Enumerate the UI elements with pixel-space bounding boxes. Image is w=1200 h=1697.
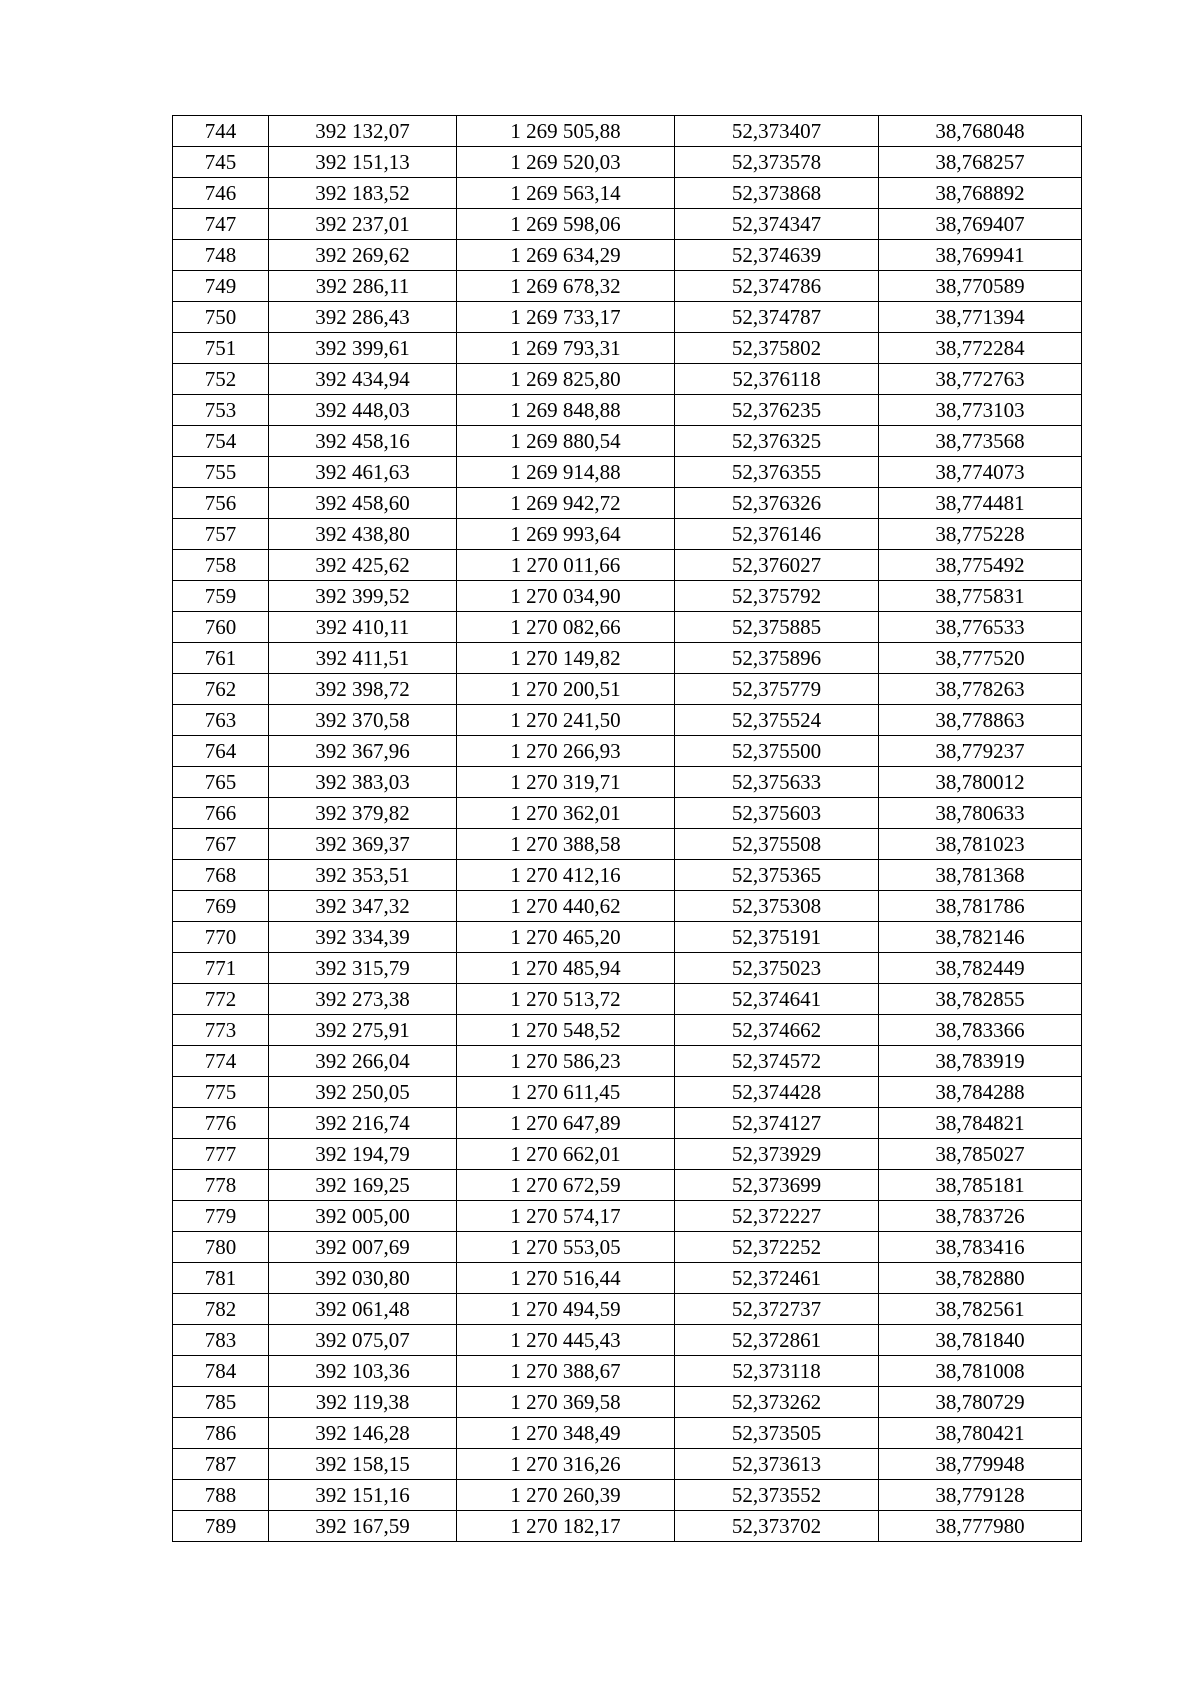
- point-number-cell: 785: [173, 1387, 269, 1418]
- table-row: [173, 798, 1082, 829]
- latitude-cell: 52,376027: [675, 550, 879, 581]
- longitude-cell: 38,778863: [879, 705, 1082, 736]
- coordinates-table: [172, 115, 1082, 1542]
- x-coordinate-cell: 392 399,61: [269, 333, 457, 364]
- point-number-cell: 763: [173, 705, 269, 736]
- y-coordinate-cell: 1 270 611,45: [457, 1077, 675, 1108]
- y-coordinate-cell: 1 269 598,06: [457, 209, 675, 240]
- longitude-cell: 38,768257: [879, 147, 1082, 178]
- point-number-cell: 789: [173, 1511, 269, 1542]
- table-row: [173, 891, 1082, 922]
- table-row: [173, 767, 1082, 798]
- latitude-cell: 52,375524: [675, 705, 879, 736]
- latitude-cell: 52,375308: [675, 891, 879, 922]
- y-coordinate-cell: 1 269 993,64: [457, 519, 675, 550]
- table-row: [173, 1046, 1082, 1077]
- x-coordinate-cell: 392 286,11: [269, 271, 457, 302]
- point-number-cell: 778: [173, 1170, 269, 1201]
- longitude-cell: 38,781840: [879, 1325, 1082, 1356]
- table-row: [173, 1418, 1082, 1449]
- point-number-cell: 775: [173, 1077, 269, 1108]
- y-coordinate-cell: 1 270 149,82: [457, 643, 675, 674]
- latitude-cell: 52,373699: [675, 1170, 879, 1201]
- y-coordinate-cell: 1 270 516,44: [457, 1263, 675, 1294]
- longitude-cell: 38,785027: [879, 1139, 1082, 1170]
- point-number-cell: 777: [173, 1139, 269, 1170]
- longitude-cell: 38,781368: [879, 860, 1082, 891]
- longitude-cell: 38,772284: [879, 333, 1082, 364]
- latitude-cell: 52,374127: [675, 1108, 879, 1139]
- x-coordinate-cell: 392 237,01: [269, 209, 457, 240]
- y-coordinate-cell: 1 270 388,67: [457, 1356, 675, 1387]
- y-coordinate-cell: 1 269 848,88: [457, 395, 675, 426]
- table-row: [173, 643, 1082, 674]
- longitude-cell: 38,783919: [879, 1046, 1082, 1077]
- table-row: [173, 705, 1082, 736]
- longitude-cell: 38,780421: [879, 1418, 1082, 1449]
- x-coordinate-cell: 392 411,51: [269, 643, 457, 674]
- latitude-cell: 52,375023: [675, 953, 879, 984]
- y-coordinate-cell: 1 269 520,03: [457, 147, 675, 178]
- latitude-cell: 52,375508: [675, 829, 879, 860]
- latitude-cell: 52,373118: [675, 1356, 879, 1387]
- x-coordinate-cell: 392 334,39: [269, 922, 457, 953]
- y-coordinate-cell: 1 270 513,72: [457, 984, 675, 1015]
- table-row: [173, 1170, 1082, 1201]
- y-coordinate-cell: 1 270 412,16: [457, 860, 675, 891]
- point-number-cell: 784: [173, 1356, 269, 1387]
- longitude-cell: 38,783726: [879, 1201, 1082, 1232]
- table-row: [173, 240, 1082, 271]
- latitude-cell: 52,373552: [675, 1480, 879, 1511]
- longitude-cell: 38,780012: [879, 767, 1082, 798]
- y-coordinate-cell: 1 270 672,59: [457, 1170, 675, 1201]
- x-coordinate-cell: 392 383,03: [269, 767, 457, 798]
- point-number-cell: 773: [173, 1015, 269, 1046]
- x-coordinate-cell: 392 005,00: [269, 1201, 457, 1232]
- point-number-cell: 753: [173, 395, 269, 426]
- table-row: [173, 178, 1082, 209]
- point-number-cell: 774: [173, 1046, 269, 1077]
- x-coordinate-cell: 392 434,94: [269, 364, 457, 395]
- table-row: [173, 984, 1082, 1015]
- point-number-cell: 766: [173, 798, 269, 829]
- table-row: [173, 271, 1082, 302]
- latitude-cell: 52,376325: [675, 426, 879, 457]
- latitude-cell: 52,374641: [675, 984, 879, 1015]
- point-number-cell: 745: [173, 147, 269, 178]
- y-coordinate-cell: 1 270 266,93: [457, 736, 675, 767]
- latitude-cell: 52,375191: [675, 922, 879, 953]
- x-coordinate-cell: 392 398,72: [269, 674, 457, 705]
- longitude-cell: 38,770589: [879, 271, 1082, 302]
- longitude-cell: 38,768048: [879, 116, 1082, 147]
- latitude-cell: 52,374787: [675, 302, 879, 333]
- point-number-cell: 767: [173, 829, 269, 860]
- longitude-cell: 38,771394: [879, 302, 1082, 333]
- longitude-cell: 38,772763: [879, 364, 1082, 395]
- latitude-cell: 52,374428: [675, 1077, 879, 1108]
- longitude-cell: 38,775228: [879, 519, 1082, 550]
- table-row: [173, 860, 1082, 891]
- x-coordinate-cell: 392 167,59: [269, 1511, 457, 1542]
- longitude-cell: 38,779237: [879, 736, 1082, 767]
- y-coordinate-cell: 1 270 260,39: [457, 1480, 675, 1511]
- latitude-cell: 52,372737: [675, 1294, 879, 1325]
- table-row: [173, 581, 1082, 612]
- longitude-cell: 38,773103: [879, 395, 1082, 426]
- longitude-cell: 38,785181: [879, 1170, 1082, 1201]
- x-coordinate-cell: 392 370,58: [269, 705, 457, 736]
- point-number-cell: 769: [173, 891, 269, 922]
- latitude-cell: 52,375896: [675, 643, 879, 674]
- x-coordinate-cell: 392 158,15: [269, 1449, 457, 1480]
- latitude-cell: 52,374572: [675, 1046, 879, 1077]
- longitude-cell: 38,782855: [879, 984, 1082, 1015]
- table-row: [173, 426, 1082, 457]
- latitude-cell: 52,372252: [675, 1232, 879, 1263]
- point-number-cell: 764: [173, 736, 269, 767]
- y-coordinate-cell: 1 270 662,01: [457, 1139, 675, 1170]
- x-coordinate-cell: 392 266,04: [269, 1046, 457, 1077]
- y-coordinate-cell: 1 270 369,58: [457, 1387, 675, 1418]
- longitude-cell: 38,780633: [879, 798, 1082, 829]
- table-row: [173, 1356, 1082, 1387]
- y-coordinate-cell: 1 269 678,32: [457, 271, 675, 302]
- table-row: [173, 1449, 1082, 1480]
- latitude-cell: 52,376118: [675, 364, 879, 395]
- y-coordinate-cell: 1 269 505,88: [457, 116, 675, 147]
- x-coordinate-cell: 392 367,96: [269, 736, 457, 767]
- x-coordinate-cell: 392 353,51: [269, 860, 457, 891]
- y-coordinate-cell: 1 270 494,59: [457, 1294, 675, 1325]
- table-row: [173, 674, 1082, 705]
- table-row: [173, 1232, 1082, 1263]
- y-coordinate-cell: 1 270 241,50: [457, 705, 675, 736]
- y-coordinate-cell: 1 270 440,62: [457, 891, 675, 922]
- point-number-cell: 771: [173, 953, 269, 984]
- x-coordinate-cell: 392 075,07: [269, 1325, 457, 1356]
- longitude-cell: 38,779948: [879, 1449, 1082, 1480]
- y-coordinate-cell: 1 270 445,43: [457, 1325, 675, 1356]
- table-row: [173, 736, 1082, 767]
- x-coordinate-cell: 392 169,25: [269, 1170, 457, 1201]
- table-row: [173, 1263, 1082, 1294]
- table-row: [173, 364, 1082, 395]
- y-coordinate-cell: 1 270 316,26: [457, 1449, 675, 1480]
- longitude-cell: 38,781008: [879, 1356, 1082, 1387]
- point-number-cell: 761: [173, 643, 269, 674]
- longitude-cell: 38,775831: [879, 581, 1082, 612]
- point-number-cell: 788: [173, 1480, 269, 1511]
- x-coordinate-cell: 392 030,80: [269, 1263, 457, 1294]
- latitude-cell: 52,373613: [675, 1449, 879, 1480]
- y-coordinate-cell: 1 270 082,66: [457, 612, 675, 643]
- y-coordinate-cell: 1 270 485,94: [457, 953, 675, 984]
- point-number-cell: 772: [173, 984, 269, 1015]
- x-coordinate-cell: 392 273,38: [269, 984, 457, 1015]
- x-coordinate-cell: 392 146,28: [269, 1418, 457, 1449]
- y-coordinate-cell: 1 269 942,72: [457, 488, 675, 519]
- y-coordinate-cell: 1 270 553,05: [457, 1232, 675, 1263]
- longitude-cell: 38,779128: [879, 1480, 1082, 1511]
- point-number-cell: 765: [173, 767, 269, 798]
- latitude-cell: 52,376355: [675, 457, 879, 488]
- latitude-cell: 52,374639: [675, 240, 879, 271]
- table-row: [173, 1139, 1082, 1170]
- point-number-cell: 749: [173, 271, 269, 302]
- x-coordinate-cell: 392 007,69: [269, 1232, 457, 1263]
- x-coordinate-cell: 392 286,43: [269, 302, 457, 333]
- longitude-cell: 38,774073: [879, 457, 1082, 488]
- latitude-cell: 52,373929: [675, 1139, 879, 1170]
- table-row: [173, 1294, 1082, 1325]
- x-coordinate-cell: 392 151,16: [269, 1480, 457, 1511]
- point-number-cell: 779: [173, 1201, 269, 1232]
- longitude-cell: 38,780729: [879, 1387, 1082, 1418]
- point-number-cell: 783: [173, 1325, 269, 1356]
- coordinates-table-body: [173, 116, 1082, 1542]
- longitude-cell: 38,776533: [879, 612, 1082, 643]
- table-row: [173, 1480, 1082, 1511]
- y-coordinate-cell: 1 269 914,88: [457, 457, 675, 488]
- point-number-cell: 781: [173, 1263, 269, 1294]
- latitude-cell: 52,372227: [675, 1201, 879, 1232]
- longitude-cell: 38,768892: [879, 178, 1082, 209]
- longitude-cell: 38,782880: [879, 1263, 1082, 1294]
- table-row: [173, 1108, 1082, 1139]
- latitude-cell: 52,372461: [675, 1263, 879, 1294]
- y-coordinate-cell: 1 270 182,17: [457, 1511, 675, 1542]
- table-row: [173, 1201, 1082, 1232]
- longitude-cell: 38,769941: [879, 240, 1082, 271]
- y-coordinate-cell: 1 270 011,66: [457, 550, 675, 581]
- y-coordinate-cell: 1 270 388,58: [457, 829, 675, 860]
- y-coordinate-cell: 1 270 548,52: [457, 1015, 675, 1046]
- point-number-cell: 752: [173, 364, 269, 395]
- longitude-cell: 38,782449: [879, 953, 1082, 984]
- longitude-cell: 38,777520: [879, 643, 1082, 674]
- point-number-cell: 770: [173, 922, 269, 953]
- point-number-cell: 757: [173, 519, 269, 550]
- latitude-cell: 52,373578: [675, 147, 879, 178]
- point-number-cell: 782: [173, 1294, 269, 1325]
- longitude-cell: 38,783366: [879, 1015, 1082, 1046]
- x-coordinate-cell: 392 438,80: [269, 519, 457, 550]
- y-coordinate-cell: 1 270 319,71: [457, 767, 675, 798]
- y-coordinate-cell: 1 270 034,90: [457, 581, 675, 612]
- x-coordinate-cell: 392 275,91: [269, 1015, 457, 1046]
- longitude-cell: 38,782561: [879, 1294, 1082, 1325]
- table-row: [173, 116, 1082, 147]
- x-coordinate-cell: 392 399,52: [269, 581, 457, 612]
- latitude-cell: 52,374786: [675, 271, 879, 302]
- latitude-cell: 52,375365: [675, 860, 879, 891]
- x-coordinate-cell: 392 315,79: [269, 953, 457, 984]
- longitude-cell: 38,782146: [879, 922, 1082, 953]
- table-row: [173, 953, 1082, 984]
- table-row: [173, 612, 1082, 643]
- x-coordinate-cell: 392 119,38: [269, 1387, 457, 1418]
- table-row: [173, 922, 1082, 953]
- table-row: [173, 550, 1082, 581]
- table-row: [173, 1511, 1082, 1542]
- latitude-cell: 52,372861: [675, 1325, 879, 1356]
- y-coordinate-cell: 1 270 586,23: [457, 1046, 675, 1077]
- x-coordinate-cell: 392 269,62: [269, 240, 457, 271]
- y-coordinate-cell: 1 270 647,89: [457, 1108, 675, 1139]
- latitude-cell: 52,374347: [675, 209, 879, 240]
- longitude-cell: 38,781023: [879, 829, 1082, 860]
- y-coordinate-cell: 1 270 465,20: [457, 922, 675, 953]
- latitude-cell: 52,376235: [675, 395, 879, 426]
- longitude-cell: 38,774481: [879, 488, 1082, 519]
- x-coordinate-cell: 392 347,32: [269, 891, 457, 922]
- point-number-cell: 756: [173, 488, 269, 519]
- point-number-cell: 754: [173, 426, 269, 457]
- y-coordinate-cell: 1 269 634,29: [457, 240, 675, 271]
- longitude-cell: 38,778263: [879, 674, 1082, 705]
- latitude-cell: 52,375792: [675, 581, 879, 612]
- longitude-cell: 38,777980: [879, 1511, 1082, 1542]
- x-coordinate-cell: 392 132,07: [269, 116, 457, 147]
- x-coordinate-cell: 392 061,48: [269, 1294, 457, 1325]
- longitude-cell: 38,775492: [879, 550, 1082, 581]
- table-row: [173, 333, 1082, 364]
- longitude-cell: 38,783416: [879, 1232, 1082, 1263]
- longitude-cell: 38,769407: [879, 209, 1082, 240]
- y-coordinate-cell: 1 270 348,49: [457, 1418, 675, 1449]
- latitude-cell: 52,373868: [675, 178, 879, 209]
- point-number-cell: 747: [173, 209, 269, 240]
- latitude-cell: 52,375885: [675, 612, 879, 643]
- table-row: [173, 1077, 1082, 1108]
- table-row: [173, 302, 1082, 333]
- point-number-cell: 786: [173, 1418, 269, 1449]
- longitude-cell: 38,784288: [879, 1077, 1082, 1108]
- latitude-cell: 52,373407: [675, 116, 879, 147]
- point-number-cell: 762: [173, 674, 269, 705]
- latitude-cell: 52,375802: [675, 333, 879, 364]
- x-coordinate-cell: 392 194,79: [269, 1139, 457, 1170]
- x-coordinate-cell: 392 369,37: [269, 829, 457, 860]
- table-row: [173, 488, 1082, 519]
- table-row: [173, 1325, 1082, 1356]
- longitude-cell: 38,773568: [879, 426, 1082, 457]
- point-number-cell: 759: [173, 581, 269, 612]
- point-number-cell: 751: [173, 333, 269, 364]
- latitude-cell: 52,373702: [675, 1511, 879, 1542]
- latitude-cell: 52,375633: [675, 767, 879, 798]
- x-coordinate-cell: 392 250,05: [269, 1077, 457, 1108]
- latitude-cell: 52,373505: [675, 1418, 879, 1449]
- table-row: [173, 457, 1082, 488]
- x-coordinate-cell: 392 151,13: [269, 147, 457, 178]
- x-coordinate-cell: 392 216,74: [269, 1108, 457, 1139]
- x-coordinate-cell: 392 461,63: [269, 457, 457, 488]
- latitude-cell: 52,373262: [675, 1387, 879, 1418]
- y-coordinate-cell: 1 269 793,31: [457, 333, 675, 364]
- point-number-cell: 768: [173, 860, 269, 891]
- table-row: [173, 209, 1082, 240]
- y-coordinate-cell: 1 270 362,01: [457, 798, 675, 829]
- y-coordinate-cell: 1 270 574,17: [457, 1201, 675, 1232]
- y-coordinate-cell: 1 270 200,51: [457, 674, 675, 705]
- point-number-cell: 748: [173, 240, 269, 271]
- point-number-cell: 776: [173, 1108, 269, 1139]
- y-coordinate-cell: 1 269 880,54: [457, 426, 675, 457]
- x-coordinate-cell: 392 410,11: [269, 612, 457, 643]
- y-coordinate-cell: 1 269 563,14: [457, 178, 675, 209]
- longitude-cell: 38,781786: [879, 891, 1082, 922]
- latitude-cell: 52,374662: [675, 1015, 879, 1046]
- y-coordinate-cell: 1 269 825,80: [457, 364, 675, 395]
- point-number-cell: 750: [173, 302, 269, 333]
- point-number-cell: 780: [173, 1232, 269, 1263]
- table-row: [173, 147, 1082, 178]
- point-number-cell: 787: [173, 1449, 269, 1480]
- latitude-cell: 52,375500: [675, 736, 879, 767]
- x-coordinate-cell: 392 103,36: [269, 1356, 457, 1387]
- y-coordinate-cell: 1 269 733,17: [457, 302, 675, 333]
- point-number-cell: 755: [173, 457, 269, 488]
- x-coordinate-cell: 392 458,16: [269, 426, 457, 457]
- table-row: [173, 395, 1082, 426]
- latitude-cell: 52,376326: [675, 488, 879, 519]
- x-coordinate-cell: 392 183,52: [269, 178, 457, 209]
- table-row: [173, 519, 1082, 550]
- table-row: [173, 829, 1082, 860]
- point-number-cell: 760: [173, 612, 269, 643]
- point-number-cell: 758: [173, 550, 269, 581]
- table-row: [173, 1387, 1082, 1418]
- point-number-cell: 744: [173, 116, 269, 147]
- x-coordinate-cell: 392 458,60: [269, 488, 457, 519]
- point-number-cell: 746: [173, 178, 269, 209]
- x-coordinate-cell: 392 425,62: [269, 550, 457, 581]
- latitude-cell: 52,375603: [675, 798, 879, 829]
- x-coordinate-cell: 392 448,03: [269, 395, 457, 426]
- latitude-cell: 52,376146: [675, 519, 879, 550]
- latitude-cell: 52,375779: [675, 674, 879, 705]
- x-coordinate-cell: 392 379,82: [269, 798, 457, 829]
- longitude-cell: 38,784821: [879, 1108, 1082, 1139]
- table-row: [173, 1015, 1082, 1046]
